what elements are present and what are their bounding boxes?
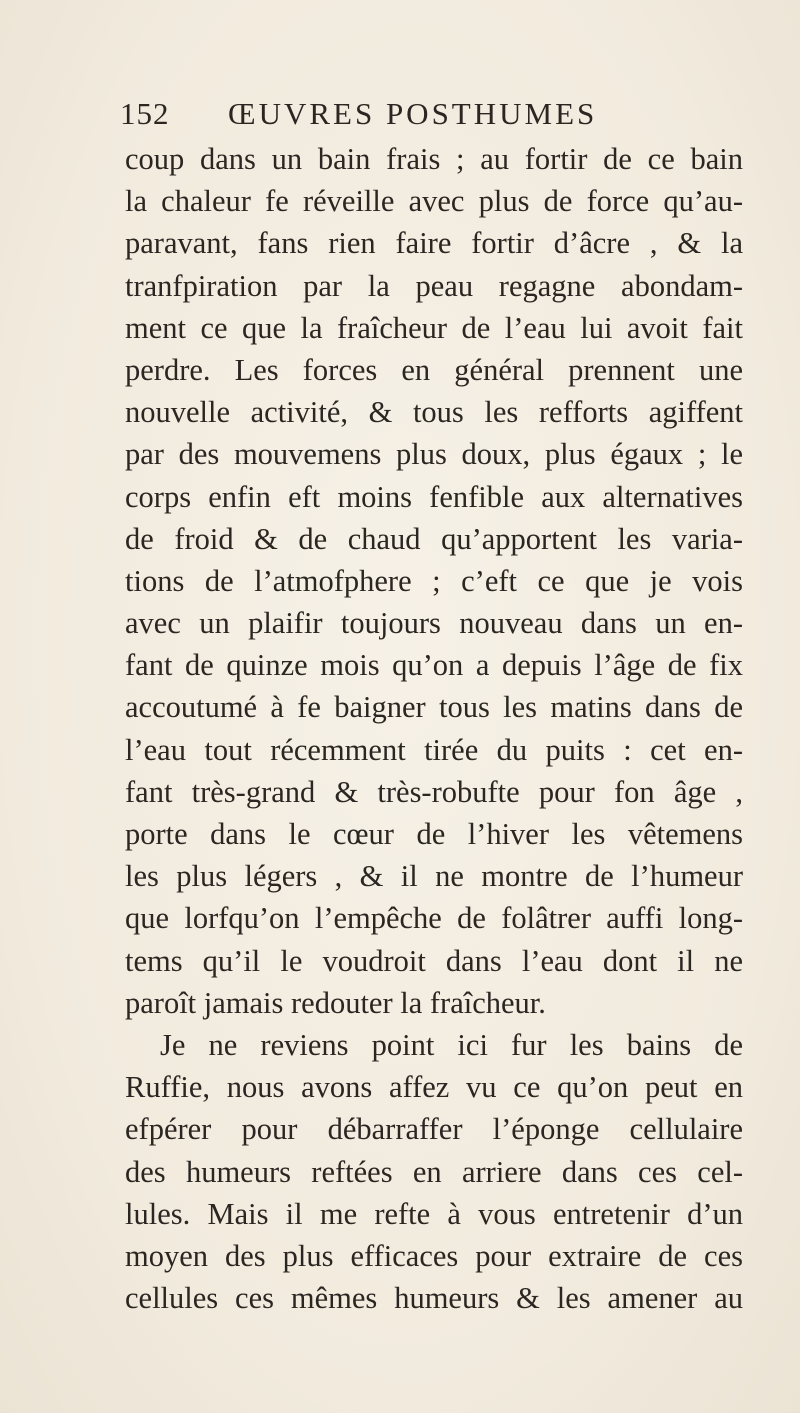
text-line: fant très-grand & très-robufte pour fon âge ,	[125, 774, 743, 809]
text-line: perdre. Les forces en général prennent une	[125, 352, 743, 387]
text-line: que lorfqu’on l’empêche de folâtrer auffi long-	[125, 901, 743, 936]
text-line: les plus légers , & il ne montre de l’humeur	[125, 859, 743, 894]
page-number: 152	[120, 96, 170, 131]
text-line: tems qu’il le voudroit dans l’eau dont il ne	[125, 943, 743, 978]
page-header	[120, 96, 740, 136]
text-line: coup dans un bain frais ; au fortir de ce bain	[125, 142, 743, 176]
text-line: des humeurs reftées en arriere dans ces cel-	[125, 1154, 743, 1189]
body-text	[125, 138, 743, 1319]
text-line: paravant, fans rien faire fortir d’âcre , & la	[125, 226, 743, 261]
text-line: cellules ces mêmes humeurs & les amener au	[125, 1281, 743, 1316]
text-line: tions de l’atmofphere ; c’eft ce que je vois	[125, 563, 743, 598]
text-line: par des mouvemens plus doux, plus égaux ; le	[125, 437, 743, 472]
text-line: tranfpiration par la peau regagne abondam-	[125, 268, 743, 303]
text-line: efpérer pour débarraffer l’éponge cellulaire	[125, 1112, 743, 1147]
text-line: nouvelle activité, & tous les refforts agiffent	[125, 395, 743, 430]
text-line: de froid & de chaud qu’apportent les varia-	[125, 521, 743, 556]
text-line: lules. Mais il me refte à vous entretenir d’un	[125, 1196, 743, 1231]
text-line: Ruffie, nous avons affez vu ce qu’on peut en	[125, 1070, 743, 1105]
text-line: accoutumé à fe baigner tous les matins dans de	[125, 690, 743, 725]
text-line: corps enfin eft moins fenfible aux alternatives	[125, 479, 743, 514]
text-line: fant de quinze mois qu’on a depuis l’âge de fix	[125, 648, 743, 683]
text-line: avec un plaifir toujours nouveau dans un en-	[125, 606, 743, 641]
text-line: porte dans le cœur de l’hiver les vêtemens	[125, 817, 743, 851]
running-title: ŒUVRES POSTHUMES	[228, 96, 598, 131]
text-line: la chaleur fe réveille avec plus de force qu’au-	[125, 184, 743, 219]
paragraph-start-line: Je ne reviens point ici fur les bains de	[160, 1027, 743, 1062]
text-line: moyen des plus efficaces pour extraire de ces	[125, 1238, 743, 1273]
text-line: l’eau tout récemment tirée du puits : cet en-	[125, 732, 743, 767]
text-line: ment ce que la fraîcheur de l’eau lui avoit fait	[125, 310, 743, 345]
paragraph-end-line: paroît jamais redouter la fraîcheur.	[125, 985, 546, 1020]
